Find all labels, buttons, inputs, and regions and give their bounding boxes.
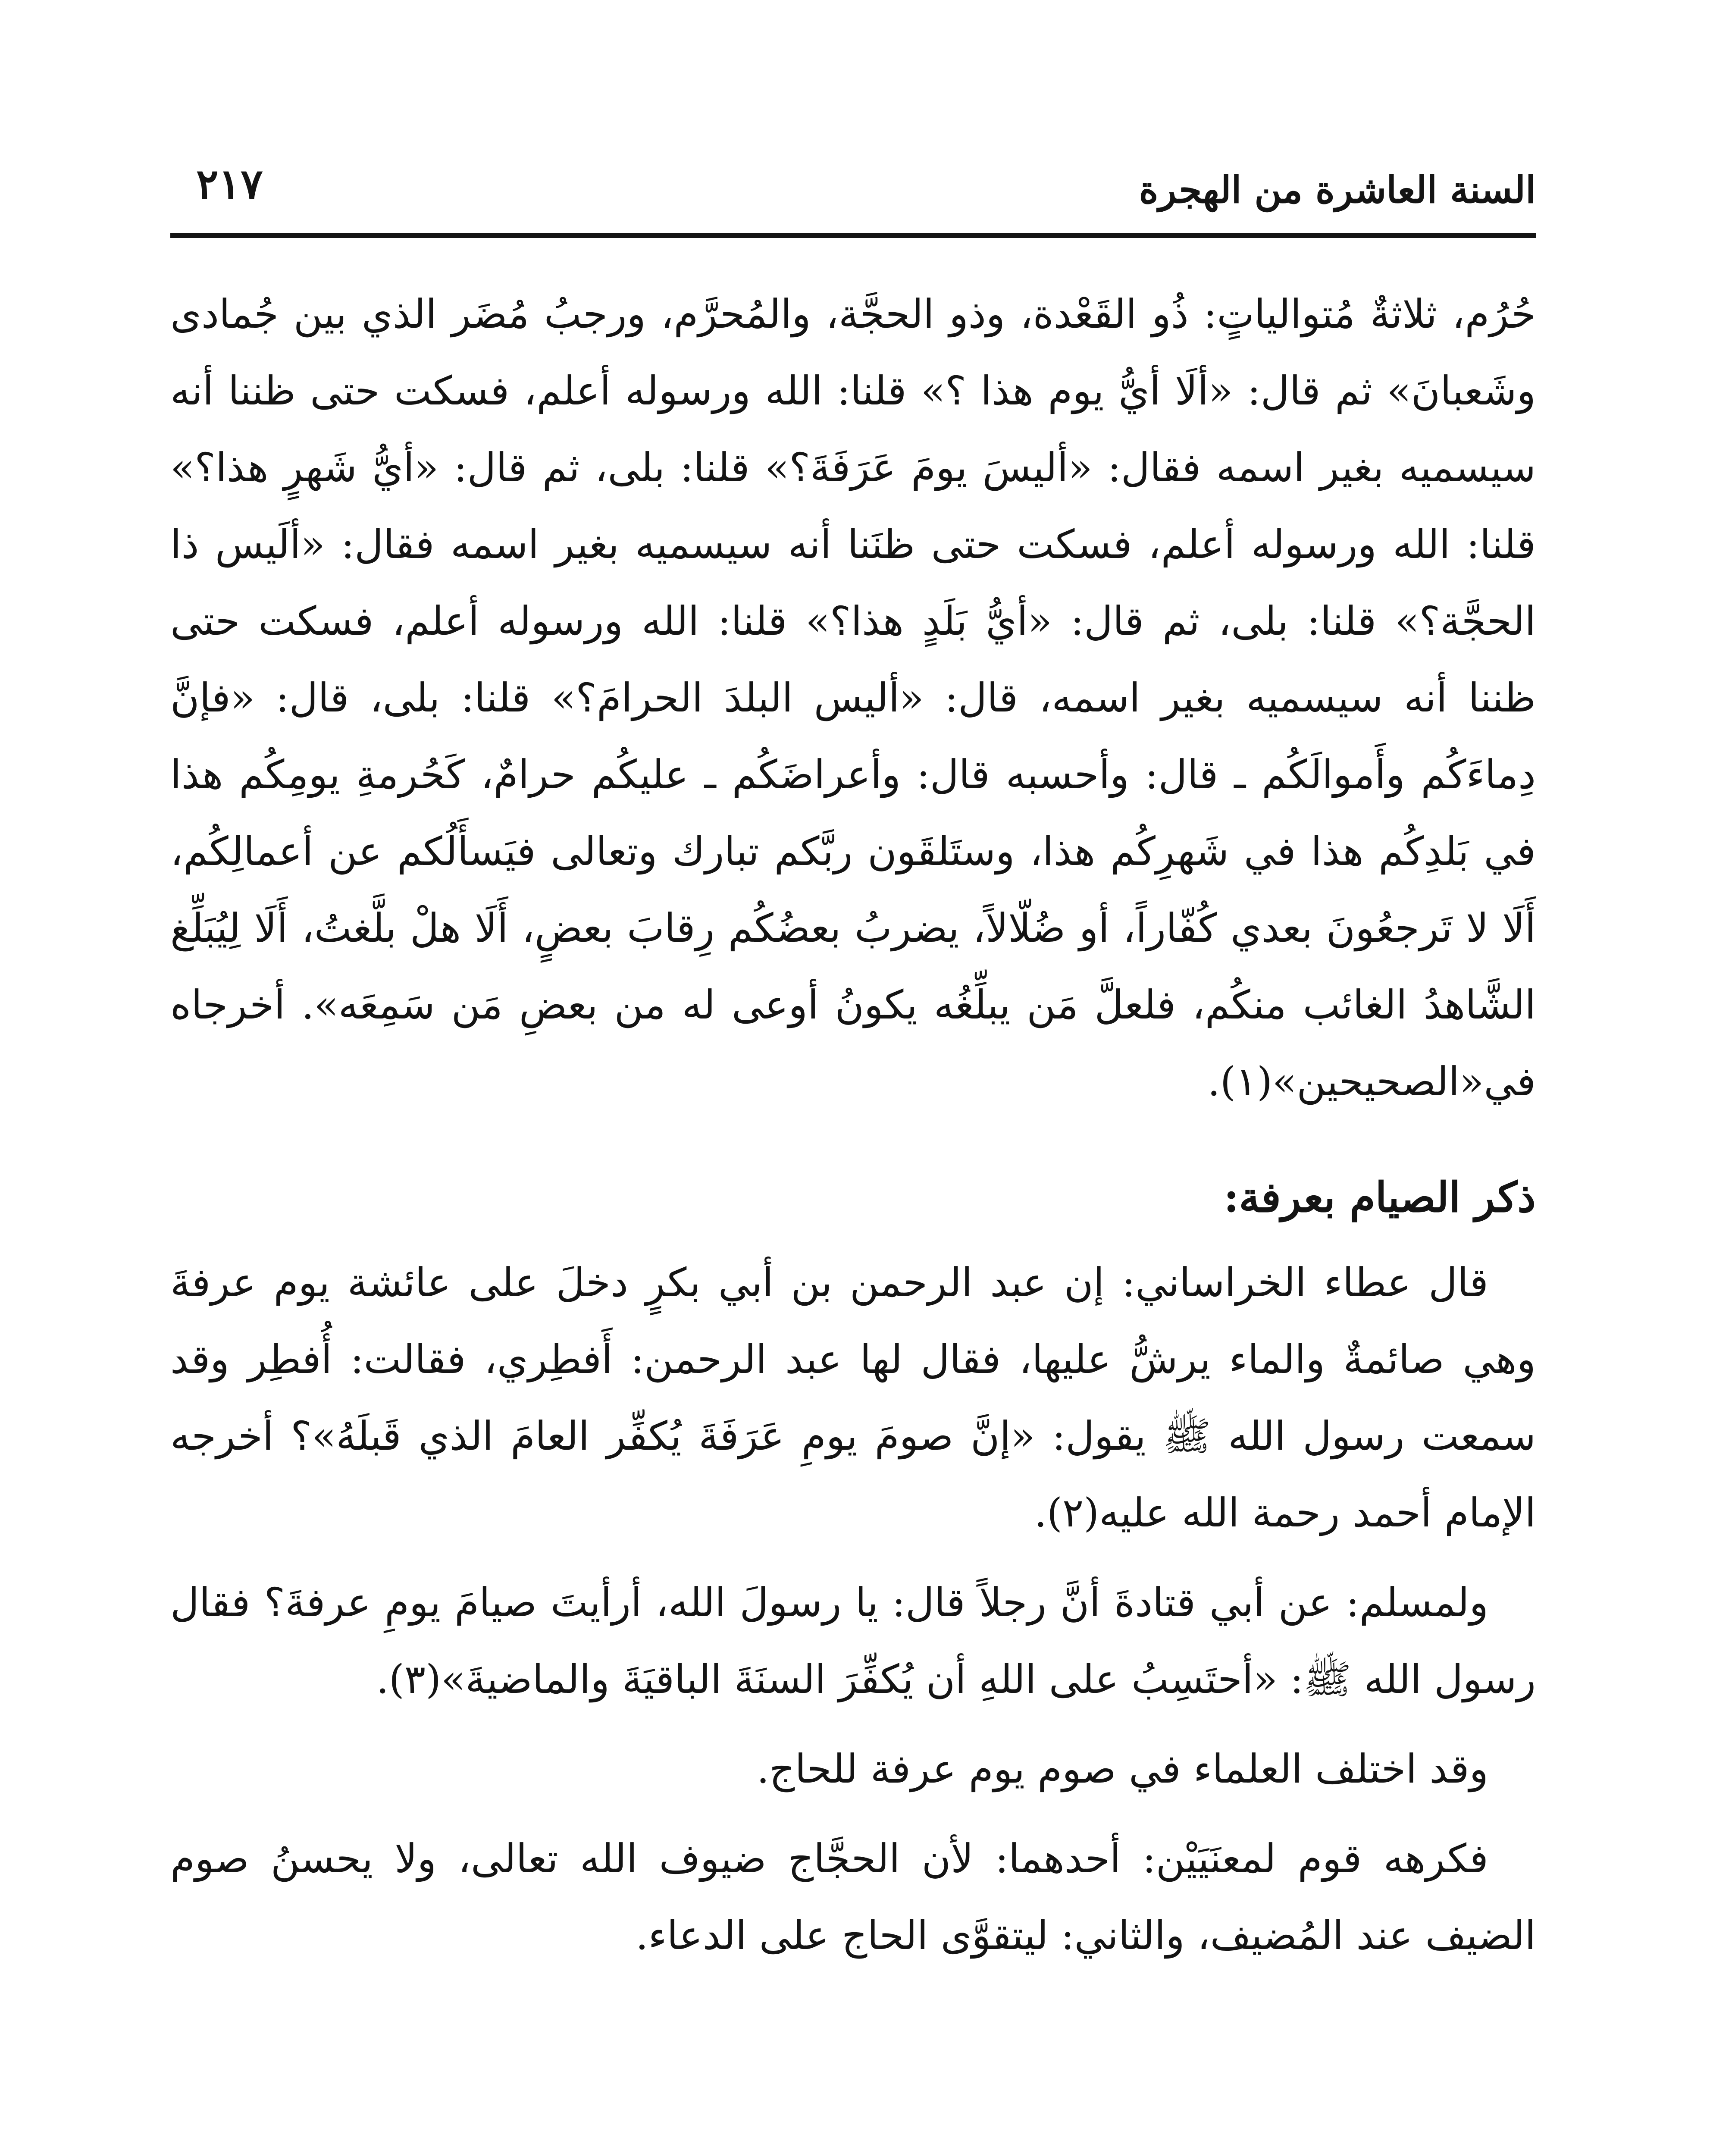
main-text [170, 276, 1536, 1987]
hadith-paragraph: حُرُم، ثلاثةٌ مُتوالياتٍ: ذُو القَعْدة، وذو الحجَّة، والمُحرَّم، ورجبُ مُضَر الذي بين جُمادى وشَعبانَ» ثم قال: «ألَا أيُّ يوم هذا ؟» قلنا: الله ورسوله أعلم، فسكت حتى ظننا أنه سيسميه بغير اسمه فقال: «أليسَ يومَ عَرَفَةَ؟» قلنا: بلى، ثم قال: «أيُّ شَهرٍ هذا؟» قلنا: الله ورسوله أعلم، فسكت حتى ظنَنا أنه سيسميه بغير اسمه فقال: «ألَيس ذا الحجَّة؟» قلنا: بلى، ثم قال: «أيُّ بَلَدٍ هذا؟» قلنا: الله ورسوله أعلم، فسكت حتى ظننا أنه سيسميه بغير اسمه، قال: «أليس البلدَ الحرامَ؟» قلنا: بلى، قال: «فإنَّ دِماءَكُم وأَموالَكُم ـ قال: وأحسبه قال: وأعراضَكُم ـ عليكُم حرامٌ، كَحُرمةِ يومِكُم هذا في بَلدِكُم هذا في شَهرِكُم هذا، وستَلقَون ربَّكم تبارك وتعالى فيَسأَلُكم عن أعمالِكُم، أَلَا لا تَرجعُونَ بعدي كُفّاراً، أو ضُلّالاً، يضربُ بعضُكُم رِقابَ بعضٍ، أَلَا هلْ بلَّغتُ، أَلَا لِيُبَلِّغ الشَّاهدُ الغائب منكُم، فلعلَّ مَن يبلِّغُه يكونُ أوعى له من بعضِ مَن سَمِعَه». أخرجاه في«الصحيحين»(١). [170, 291, 1536, 1105]
paragraph-ata: قال عطاء الخراساني: إن عبد الرحمن بن أبي بكرٍ دخلَ على عائشة يوم عرفةَ وهي صائمةٌ والماء يرشُّ عليها، فقال لها عبد الرحمن: أَفطِري، فقالت: أُفطِر وقد سمعت رسول الله ﷺ يقول: «إنَّ صومَ يومِ عَرَفَةَ يُكفِّر العامَ الذي قَبلَهُ»؟ أخرجه الإمام أحمد رحمة الله عليه(٢). [170, 1260, 1536, 1536]
page-number: ٢١٧ [196, 160, 263, 208]
header-rule [170, 233, 1536, 238]
section-heading: ذكر الصيام بعرفة: [1224, 1173, 1536, 1222]
paragraph-muslim: ولمسلم: عن أبي قتادةَ أنَّ رجلاً قال: يا رسولَ الله، أرأيتَ صيامَ يومِ عرفةَ؟ فقال رسول الله ﷺ: «أحتَسِبُ على اللهِ أن يُكفِّرَ السنَةَ الباقيَةَ والماضيةَ»(٣). [170, 1579, 1536, 1702]
page-header [170, 142, 1536, 250]
paragraph-reasons: فكرهه قوم لمعنَيَيْن: أحدهما: لأن الحجَّاج ضيوف الله تعالى، ولا يحسنُ صوم الضيف عند المُضيف، والثاني: ليتقوَّى الحاج على الدعاء. [170, 1836, 1536, 1959]
running-title: السنة العاشرة من الهجرة [1139, 168, 1536, 212]
paragraph-scholars: وقد اختلف العلماء في صوم يوم عرفة للحاج. [756, 1746, 1488, 1792]
